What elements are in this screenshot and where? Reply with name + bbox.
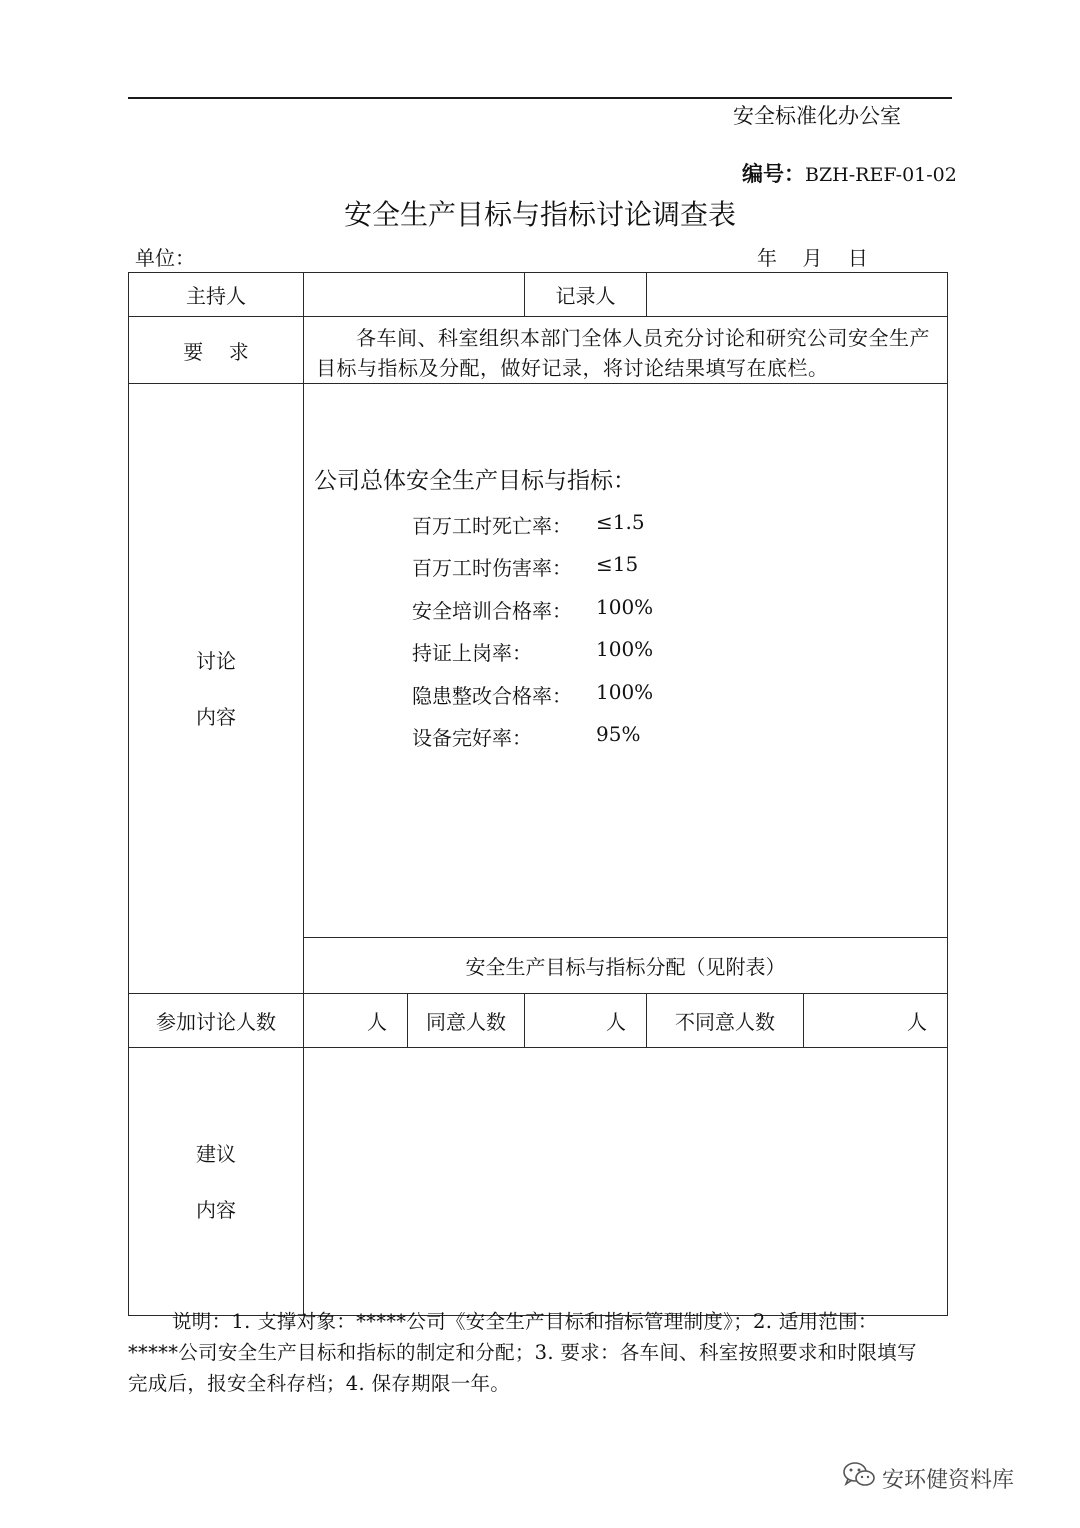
suggestion-field[interactable] <box>304 1048 948 1316</box>
goals-title: 公司总体安全生产目标与指标： <box>314 468 636 494</box>
metric-name: 百万工时死亡率： <box>412 514 572 538</box>
metric-value: ≤1.5 <box>596 510 645 534</box>
host-label: 主持人 <box>129 273 304 317</box>
header-rule <box>128 97 952 99</box>
wechat-icon <box>842 1461 876 1495</box>
metric-name: 百万工时伤害率： <box>412 556 572 580</box>
disagree-count[interactable]: 人 <box>804 994 948 1048</box>
agree-label: 同意人数 <box>408 994 525 1048</box>
document-code-label: 编号： <box>742 162 805 186</box>
date-label: 年 月 日 <box>757 246 868 270</box>
metric-value: 100% <box>596 595 654 619</box>
discussion-label-line-2: 内容 <box>196 704 236 729</box>
suggestion-label <box>129 1048 304 1316</box>
metric-name: 安全培训合格率： <box>412 599 572 623</box>
metric-value: ≤15 <box>596 552 639 576</box>
requirement-text: 各车间、科室组织本部门全体人员充分讨论和研究公司安全生产目标与指标及分配，做好记录，将讨论结果填写在底栏。 <box>304 317 948 384</box>
discussion-label-line-1: 讨论 <box>196 648 236 673</box>
metric-name: 隐患整改合格率： <box>412 684 572 708</box>
recorder-field[interactable] <box>647 273 948 317</box>
allocation-text: 安全生产目标与指标分配（见附表） <box>304 938 948 994</box>
metric-value: 100% <box>596 637 654 661</box>
survey-table <box>128 272 948 1316</box>
suggestion-label-line-1: 建议 <box>196 1141 236 1166</box>
disagree-label: 不同意人数 <box>647 994 804 1048</box>
unit-label: 单位： <box>135 246 195 270</box>
department-name: 安全标准化办公室 <box>733 104 901 128</box>
watermark-text: 安环健资料库 <box>882 1467 1015 1493</box>
document-code <box>742 164 957 185</box>
metric-value: 95% <box>596 722 641 746</box>
participants-label: 参加讨论人数 <box>129 994 304 1048</box>
discussion-content <box>304 384 948 938</box>
page-title: 安全生产目标与指标讨论调查表 <box>343 198 736 231</box>
metric-value: 100% <box>596 680 654 704</box>
discussion-label <box>129 384 304 994</box>
metric-name: 设备完好率： <box>412 726 532 750</box>
metric-name: 持证上岗率： <box>412 641 532 665</box>
host-field[interactable] <box>304 273 525 317</box>
document-code-value: BZH-REF-01-02 <box>805 164 957 186</box>
watermark <box>842 1461 1014 1495</box>
requirement-label: 要 求 <box>129 317 304 384</box>
footnote: 说明：1. 支撑对象：*****公司《安全生产目标和指标管理制度》；2. 适用范围：*****公司安全生产目标和指标的制定和分配；3. 要求：各车间、科室按照要求和时限填写完成后，报安全科存档；4. 保存期限一年。 <box>128 1310 917 1395</box>
recorder-label: 记录人 <box>525 273 647 317</box>
suggestion-label-line-2: 内容 <box>196 1197 236 1222</box>
agree-count[interactable]: 人 <box>525 994 647 1048</box>
participants-count[interactable]: 人 <box>304 994 408 1048</box>
